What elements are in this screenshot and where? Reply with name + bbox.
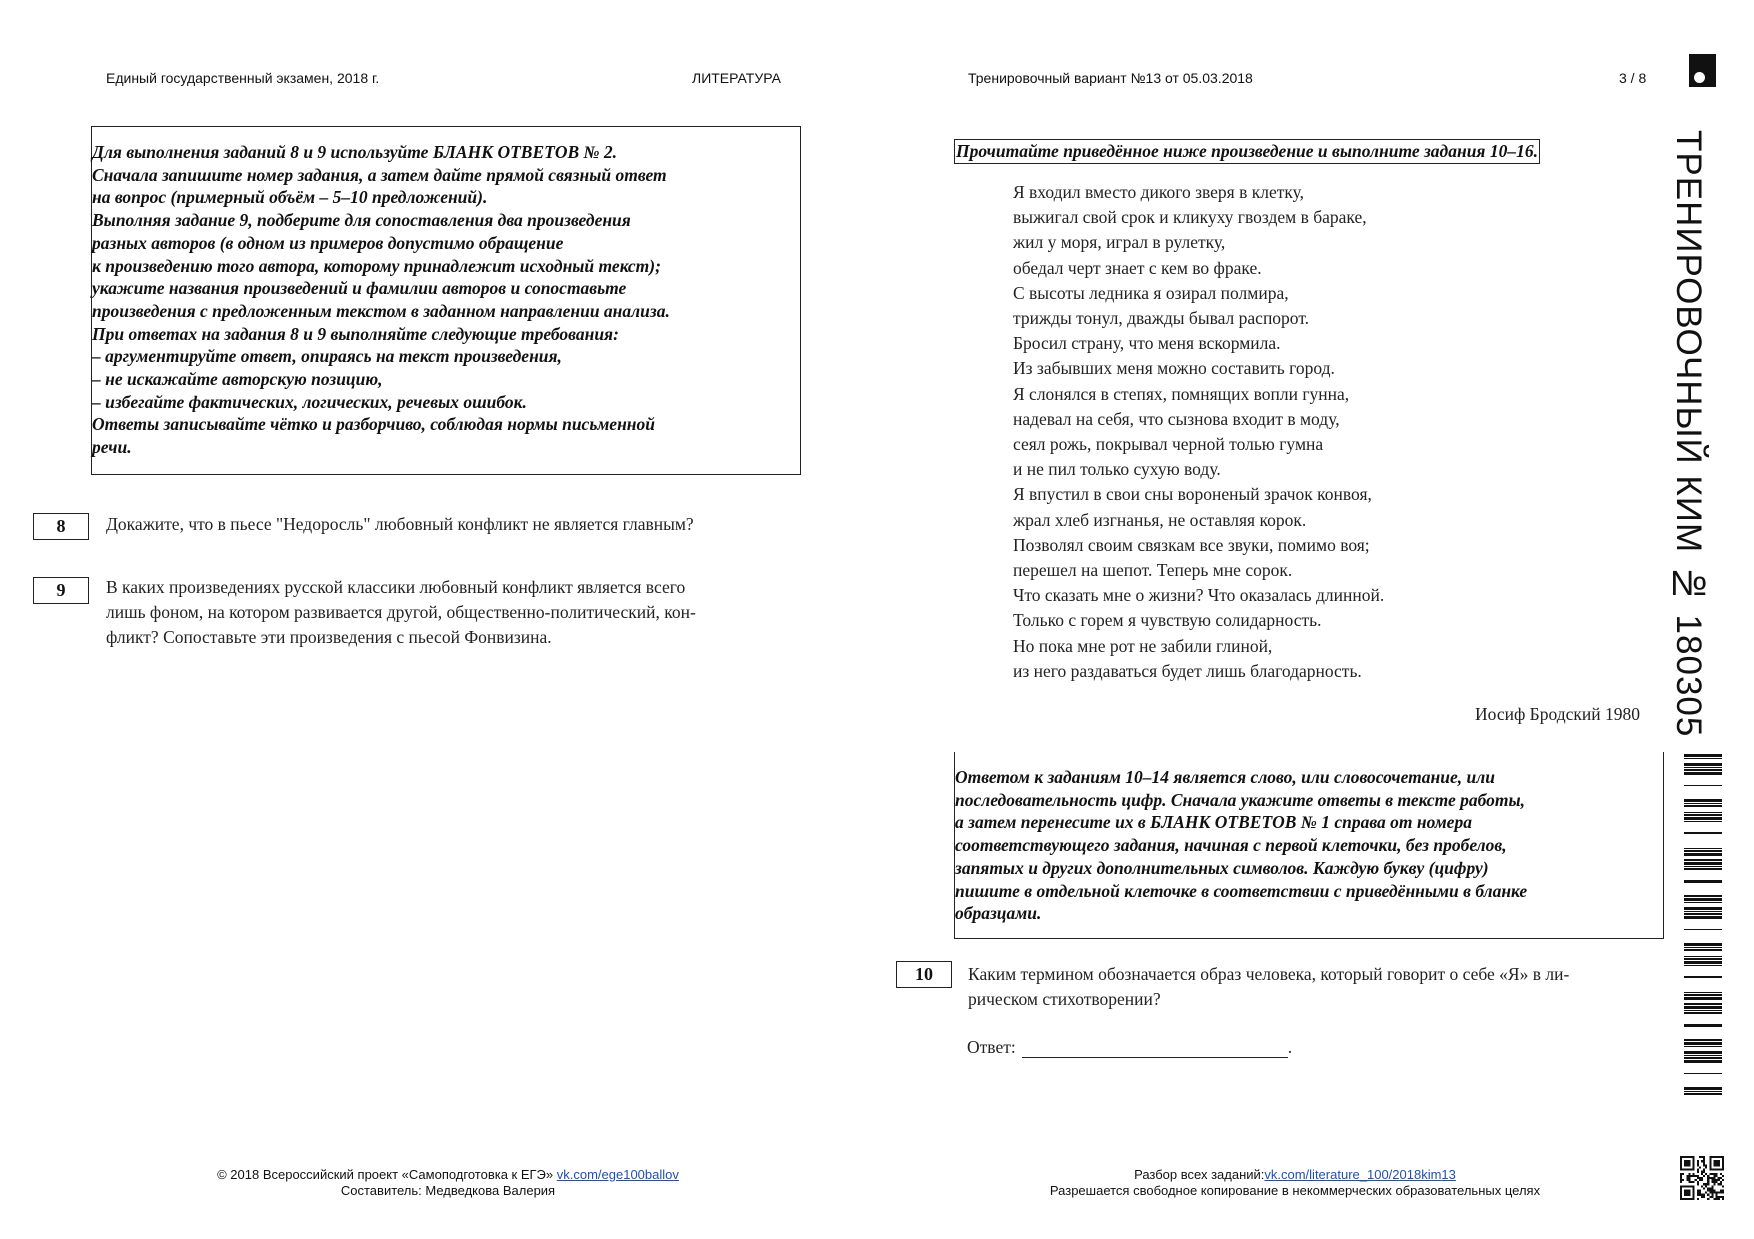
poem-line: Я впустил в свои сны вороненый зрачок конвоя, — [1013, 484, 1372, 505]
instruction-line: разных авторов (в одном из примеров допустимо обращение — [92, 232, 564, 253]
poem-line: выжигал свой срок и кликуху гвоздем в бараке, — [1013, 207, 1367, 228]
poem-text — [1013, 180, 1384, 684]
poem-line: Я входил вместо дикого зверя в клетку, — [1013, 182, 1304, 202]
instruction-line: последовательность цифр. Сначала укажите ответы в тексте работы, — [955, 789, 1526, 810]
task-10-line: рическом стихотворении? — [968, 989, 1161, 1009]
reading-instruction-text: Прочитайте приведённое ниже произведение и выполните задания 10–16. — [956, 141, 1538, 161]
task-9-line: В каких произведениях русской классики любовный конфликт является всего — [106, 577, 686, 597]
poem-line: Что сказать мне о жизни? Что оказалась длинной. — [1013, 585, 1385, 606]
instruction-line: При ответах на задания 8 и 9 выполняйте следующие требования: — [92, 323, 619, 344]
poem-line: жил у моря, играл в рулетку, — [1013, 232, 1226, 253]
task-10-answer: Ответ: . — [967, 1037, 1293, 1057]
instruction-line: – аргументируйте ответ, опираясь на текст произведения, — [92, 346, 562, 367]
instruction-line: к произведению того автора, которому принадлежит исходный текст); — [92, 255, 661, 276]
header-subject: ЛИТЕРАТУРА — [692, 70, 781, 86]
reading-instruction-box — [954, 139, 1540, 164]
task-9-number: 9 — [33, 577, 89, 604]
instruction-line: образцами. — [955, 903, 1042, 924]
side-title-kim: ТРЕНИРОВОЧНЫЙ КИМ № 180305 — [1669, 130, 1708, 738]
poem-line: сеял рожь, покрывал черной толью гумна — [1013, 434, 1324, 455]
instruction-line: пишите в отдельной клеточке в соответствии с приведёнными в бланке — [955, 880, 1528, 901]
instruction-line: Для выполнения заданий 8 и 9 используйте БЛАНК ОТВЕТОВ № 2. — [92, 142, 618, 162]
poem-line: Бросил страну, что меня вскормила. — [1013, 333, 1281, 354]
instruction-line: произведения с предложенным текстом в заданном направлении анализа. — [92, 300, 670, 321]
poem-line: надевал на себя, что сызнова входит в моду, — [1013, 408, 1340, 429]
poem-line: С высоты ледника я озирал полмира, — [1013, 282, 1289, 303]
instruction-line: речи. — [92, 437, 132, 458]
poem-line: Только с горем я чувствую солидарность. — [1013, 610, 1322, 631]
task-9-line: фликт? Сопоставьте эти произведения с пьесой Фонвизина. — [106, 627, 552, 647]
barcode-icon — [1684, 754, 1722, 1100]
task-9-question — [106, 575, 696, 650]
poem-line: и не пил только сухую воду. — [1013, 459, 1221, 480]
task-10-line: Каким термином обозначается образ человека, который говорит о себе «Я» в ли- — [968, 964, 1570, 984]
footer-link-ege100ballov[interactable]: vk.com/ege100ballov — [556, 1167, 679, 1182]
poem-line: трижды тонул, дважды бывал распорот. — [1013, 308, 1310, 329]
poem-line: Позволял своим связкам все звуки, помимо воя; — [1013, 534, 1370, 555]
footer-left — [188, 1167, 708, 1199]
footer-analysis-label: Разбор всех заданий: — [1134, 1167, 1265, 1182]
poem-line: Но пока мне рот не забили глиной, — [1013, 635, 1273, 656]
answer-field[interactable] — [1022, 1041, 1288, 1058]
instruction-line: укажите названия произведений и фамилии авторов и сопоставьте — [92, 278, 627, 299]
task-8-question — [106, 512, 694, 537]
poem-line: обедал черт знает с кем во фраке. — [1013, 257, 1262, 278]
poem-line: жрал хлеб изгнанья, не оставляя корок. — [1013, 509, 1307, 530]
instruction-line: Сначала запишите номер задания, а затем дайте прямой связный ответ — [92, 164, 667, 185]
header-exam-title: Единый государственный экзамен, 2018 г. — [106, 70, 380, 86]
instruction-line: запятых и других дополнительных символов. Каждую букву (цифру) — [955, 857, 1489, 878]
poem-line: перешел на шепот. Теперь мне сорок. — [1013, 560, 1293, 581]
poem-author: Иосиф Бродский 1980 — [1475, 704, 1640, 724]
task-8-number: 8 — [33, 513, 89, 540]
poem-line: из него раздаваться будет лишь благодарность. — [1013, 660, 1362, 681]
poem-line: Из забывших меня можно составить город. — [1013, 358, 1335, 379]
instruction-line: Ответы записывайте чётко и разборчиво, соблюдая нормы письменной — [92, 414, 655, 435]
instruction-line: соответствующего задания, начиная с первой клеточки, без пробелов, — [955, 835, 1507, 856]
instructions-box-8-9 — [91, 126, 801, 475]
instruction-line: – не искажайте авторскую позицию, — [92, 369, 383, 390]
footer-copyright: Разрешается свободное копирование в некоммерческих образовательных целях — [1049, 1183, 1541, 1198]
instructions-box-10-14 — [954, 752, 1664, 939]
corner-marker-icon — [1689, 54, 1716, 87]
task-10-question — [968, 962, 1569, 1012]
footer-project: © 2018 Всероссийский проект «Самоподготовка к ЕГЭ» — [217, 1167, 557, 1182]
instruction-line: Ответом к заданиям 10–14 является слово, или словосочетание, или — [955, 767, 1495, 787]
header-page-number: 3 / 8 — [1619, 70, 1647, 86]
instruction-line: на вопрос (примерный объём – 5–10 предложений). — [92, 187, 488, 208]
footer-link-analysis[interactable]: vk.com/literature_100/2018kim13 — [1264, 1167, 1456, 1182]
instruction-line: – избегайте фактических, логических, речевых ошибок. — [92, 391, 527, 412]
footer-right — [1010, 1167, 1580, 1199]
task-8-text: Докажите, что в пьесе "Недоросль" любовный конфликт не является главным? — [106, 514, 694, 534]
task-9-line: лишь фоном, на котором развивается другой, общественно-политический, кон- — [106, 602, 696, 622]
qr-code-icon — [1680, 1156, 1724, 1200]
answer-label: Ответ: — [967, 1037, 1016, 1057]
instruction-line: а затем перенесите их в БЛАНК ОТВЕТОВ № 1 справа от номера — [955, 812, 1472, 833]
header-variant: Тренировочный вариант №13 от 05.03.2018 — [968, 70, 1253, 86]
footer-author: Составитель: Медведкова Валерия — [340, 1183, 556, 1198]
poem-line: Я слонялся в степях, помнящих вопли гунна, — [1013, 383, 1350, 404]
instruction-line: Выполняя задание 9, подберите для сопоставления два произведения — [92, 210, 631, 231]
task-10-number: 10 — [896, 961, 952, 988]
